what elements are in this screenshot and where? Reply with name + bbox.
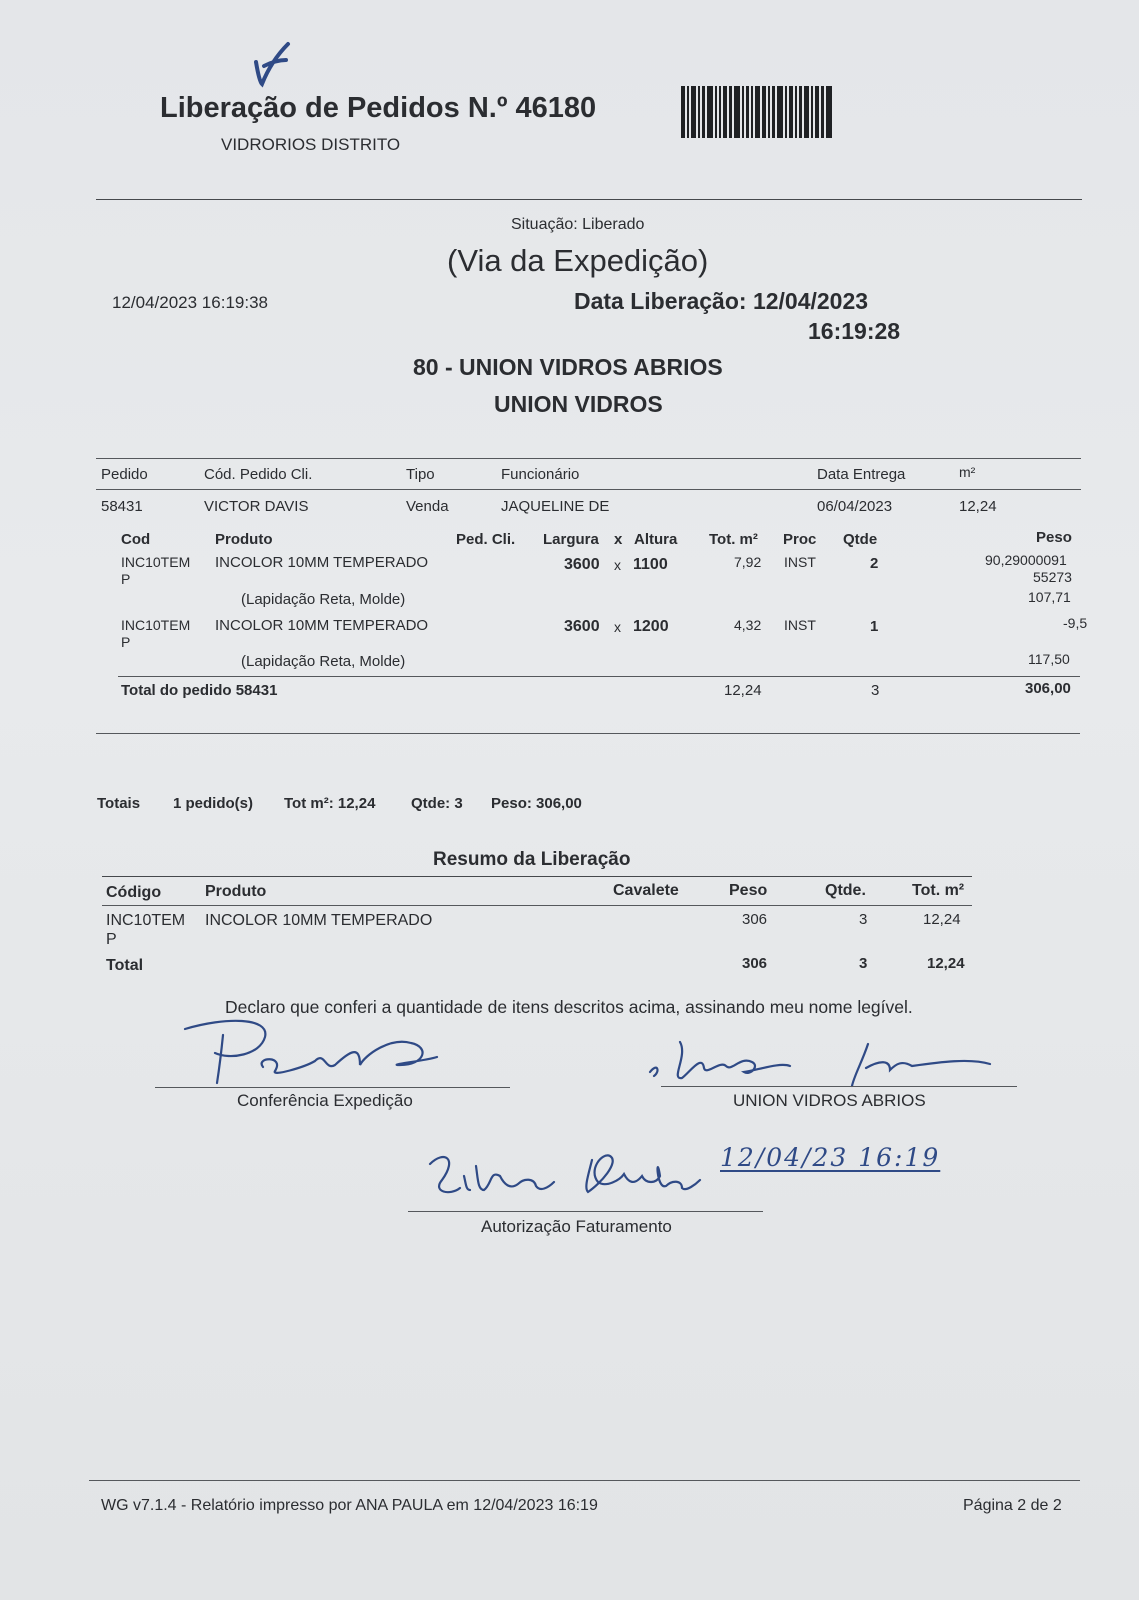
order-total-rule	[118, 676, 1080, 677]
release-date: Data Liberação: 12/04/2023	[574, 288, 869, 314]
summary-total-tot-m2: 12,24	[927, 955, 965, 972]
item-2-qtde: 1	[870, 618, 879, 635]
totals-label: Totais	[97, 795, 141, 812]
col-header-data-entrega: Data Entrega	[817, 466, 906, 483]
signature-conferencia	[175, 1015, 455, 1090]
item-col-produto: Produto	[215, 531, 273, 548]
header-divider	[96, 199, 1082, 200]
item-2-peso: -9,5	[1063, 615, 1088, 631]
item-1-x: x	[614, 557, 621, 573]
item-1-tot-m2: 7,92	[734, 554, 762, 570]
signature-line-conferencia	[155, 1087, 510, 1088]
summary-total-qtde: 3	[859, 955, 868, 972]
footer-page-number: Página 2 de 2	[963, 1497, 1062, 1514]
item-col-tot-m2: Tot. m²	[709, 531, 758, 548]
item-1-altura: 1100	[633, 556, 668, 573]
order-header-rule	[96, 489, 1081, 490]
item-1-detail: (Lapidação Reta, Molde)	[241, 591, 406, 608]
item-1-detail-peso: 107,71	[1028, 589, 1071, 605]
order-total-qtde: 3	[871, 682, 880, 699]
order-section-end-rule	[96, 733, 1080, 734]
item-1-largura: 3600	[564, 556, 600, 573]
order-tipo: Venda	[406, 498, 449, 515]
status-text: Situação: Liberado	[511, 216, 645, 233]
release-time: 16:19:28	[808, 318, 901, 344]
summary-row-tot-m2: 12,24	[923, 911, 961, 928]
order-data-entrega: 06/04/2023	[817, 498, 893, 515]
summary-row-cod: INC10TEM	[106, 912, 186, 929]
summary-col-qtde: Qtde.	[825, 882, 866, 899]
order-m2: 12,24	[959, 498, 997, 515]
order-cod-pedido-cli: VICTOR DAVIS	[204, 498, 309, 515]
client-name: 80 - UNION VIDROS ABRIOS	[413, 354, 723, 380]
signature-label-union: UNION VIDROS ABRIOS	[733, 1091, 926, 1110]
item-2-proc: INST	[784, 617, 816, 633]
signature-label-conferencia: Conferência Expedição	[237, 1091, 413, 1110]
summary-row-qtde: 3	[859, 911, 868, 928]
col-header-m2: m²	[959, 464, 976, 480]
summary-total-peso: 306	[742, 955, 768, 972]
item-2-altura: 1200	[633, 618, 669, 635]
declaration-text: Declaro que conferi a quantidade de itens descritos acima, assinando meu nome legível.	[225, 997, 913, 1017]
col-header-cod-pedido-cli: Cód. Pedido Cli.	[204, 466, 313, 483]
item-1-peso-cont: 55273	[1033, 569, 1072, 585]
summary-top-rule	[102, 876, 972, 877]
signature-autorizacao	[420, 1140, 710, 1210]
summary-row-cod-cont: P	[106, 931, 117, 948]
item-2-largura: 3600	[564, 618, 600, 635]
item-col-altura: Altura	[634, 531, 678, 548]
checkmark-icon	[250, 40, 294, 90]
col-header-funcionario: Funcionário	[501, 466, 580, 483]
item-1-qtde: 2	[870, 555, 879, 572]
signature-label-autorizacao: Autorização Faturamento	[481, 1217, 672, 1236]
summary-col-peso: Peso	[729, 882, 768, 899]
handwritten-date: 12/04/23 16:19	[720, 1143, 941, 1172]
item-2-x: x	[614, 619, 621, 635]
item-col-qtde: Qtde	[843, 531, 878, 548]
barcode	[681, 86, 856, 138]
footer-rule	[89, 1480, 1080, 1481]
summary-header-rule	[102, 905, 972, 906]
item-2-cod-cont: P	[121, 634, 131, 650]
item-2-detail-peso: 117,50	[1028, 651, 1070, 667]
copy-label: (Via da Expedição)	[447, 243, 709, 278]
totals-peso: Peso: 306,00	[491, 795, 582, 812]
totals-m2: Tot m²: 12,24	[284, 795, 376, 812]
item-col-cod: Cod	[121, 531, 151, 548]
summary-col-produto: Produto	[205, 883, 267, 900]
signature-line-union	[661, 1086, 1017, 1087]
item-1-cod-cont: P	[121, 571, 131, 587]
order-table-top-rule	[96, 458, 1081, 459]
item-1-produto: INCOLOR 10MM TEMPERADO	[215, 554, 429, 571]
item-col-x: x	[614, 531, 623, 548]
item-2-cod: INC10TEM	[121, 617, 191, 633]
item-2-detail: (Lapidação Reta, Molde)	[241, 653, 406, 670]
summary-total-label: Total	[106, 957, 144, 974]
summary-col-cavalete: Cavalete	[613, 882, 679, 899]
summary-title: Resumo da Liberação	[433, 849, 631, 870]
item-col-largura: Largura	[543, 531, 599, 548]
totals-pedidos: 1 pedido(s)	[173, 795, 254, 812]
col-header-tipo: Tipo	[406, 466, 435, 483]
col-header-pedido: Pedido	[101, 466, 148, 483]
totals-qtde: Qtde: 3	[411, 795, 463, 812]
order-total-label: Total do pedido 58431	[121, 682, 278, 699]
footer-print-info: WG v7.1.4 - Relatório impresso por ANA PAULA em 12/04/2023 16:19	[101, 1497, 598, 1514]
document-title: Liberação de Pedidos N.º 46180	[160, 92, 597, 124]
summary-row-peso: 306	[742, 911, 768, 928]
summary-col-tot-m2: Tot. m²	[912, 882, 965, 899]
signature-line-autorizacao	[408, 1211, 763, 1212]
item-2-tot-m2: 4,32	[734, 617, 762, 633]
order-total-m2: 12,24	[724, 682, 762, 699]
item-col-peso: Peso	[1036, 529, 1072, 546]
printed-timestamp: 12/04/2023 16:19:38	[112, 293, 268, 312]
signature-union	[640, 1032, 1010, 1097]
summary-row-produto: INCOLOR 10MM TEMPERADO	[205, 912, 433, 929]
item-col-ped-cli: Ped. Cli.	[456, 531, 516, 548]
order-total-peso: 306,00	[1025, 680, 1071, 697]
order-funcionario: JAQUELINE DE	[501, 498, 610, 515]
client-short-name: UNION VIDROS	[494, 391, 663, 417]
item-1-cod: INC10TEM	[121, 554, 191, 570]
summary-col-codigo: Código	[106, 884, 162, 901]
item-2-produto: INCOLOR 10MM TEMPERADO	[215, 617, 429, 634]
company-name: VIDRORIOS DISTRITO	[221, 135, 401, 154]
item-1-peso: 90,29000091	[985, 552, 1067, 568]
order-pedido: 58431	[101, 498, 143, 515]
item-1-proc: INST	[784, 554, 816, 570]
item-col-proc: Proc	[783, 531, 817, 548]
